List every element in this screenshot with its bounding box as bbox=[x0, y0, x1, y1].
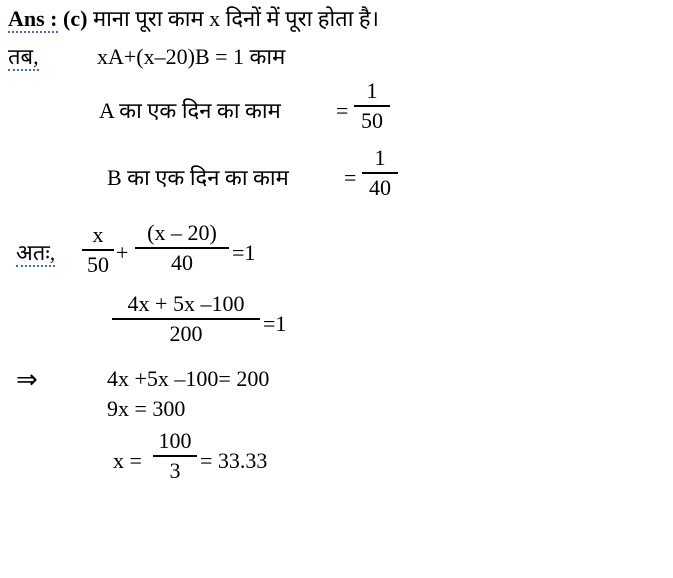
forty-denominator: 40 bbox=[171, 249, 193, 275]
fraction-bar bbox=[362, 172, 398, 174]
b-one-day-work-label: B का एक दिन का काम bbox=[107, 165, 289, 190]
x-numerator: x bbox=[92, 222, 104, 247]
a-rate-fraction bbox=[354, 80, 390, 132]
x-minus-20-over-40-fraction bbox=[135, 222, 229, 274]
fraction-bar bbox=[135, 247, 229, 249]
fraction-bar bbox=[354, 105, 390, 107]
three-denominator: 3 bbox=[169, 457, 181, 483]
answer-option: (c) bbox=[63, 6, 88, 31]
expanded-equation: 4x +5x –100= 200 bbox=[107, 366, 270, 391]
b-rate-fraction bbox=[362, 147, 398, 199]
plus-sign: + bbox=[116, 240, 129, 265]
then-line bbox=[8, 46, 39, 68]
fraction-bar bbox=[153, 455, 197, 457]
x-minus-20-numerator: (x – 20) bbox=[147, 220, 217, 245]
therefore-prefix: अतः, bbox=[16, 240, 56, 265]
b-rate-numerator: 1 bbox=[374, 145, 386, 170]
x-equals: x = bbox=[113, 448, 142, 473]
assumption-text: माना पूरा काम x दिनों में पूरा होता है। bbox=[92, 6, 379, 31]
fraction-bar bbox=[82, 249, 114, 251]
b-rate-denominator: 40 bbox=[369, 174, 391, 200]
a-equals-sign: = bbox=[336, 98, 349, 123]
work-equation: xA+(x–20)B = 1 काम bbox=[97, 44, 286, 69]
answer-heading bbox=[8, 8, 379, 30]
fraction-bar bbox=[112, 318, 260, 320]
combined-numerator: 4x + 5x –100 bbox=[127, 291, 245, 316]
equals-one: =1 bbox=[232, 240, 256, 265]
b-equals-sign: = bbox=[344, 165, 357, 190]
fifty-denominator: 50 bbox=[87, 251, 109, 277]
combined-fraction bbox=[112, 293, 260, 345]
a-rate-numerator: 1 bbox=[366, 78, 378, 103]
combined-denominator: 200 bbox=[169, 320, 203, 346]
final-result: = 33.33 bbox=[200, 448, 268, 473]
simplified-equation: 9x = 300 bbox=[107, 396, 186, 421]
implies-arrow-icon: ⇒ bbox=[16, 365, 38, 394]
x-over-50-fraction bbox=[82, 224, 114, 276]
equals-one-2: =1 bbox=[263, 311, 287, 336]
a-one-day-work-label: A का एक दिन का काम bbox=[99, 98, 281, 123]
answer-label: Ans : bbox=[8, 6, 58, 31]
hundred-over-three-fraction bbox=[153, 430, 197, 482]
a-rate-denominator: 50 bbox=[361, 107, 383, 133]
then-prefix: तब, bbox=[8, 44, 39, 69]
hundred-numerator: 100 bbox=[158, 428, 192, 453]
